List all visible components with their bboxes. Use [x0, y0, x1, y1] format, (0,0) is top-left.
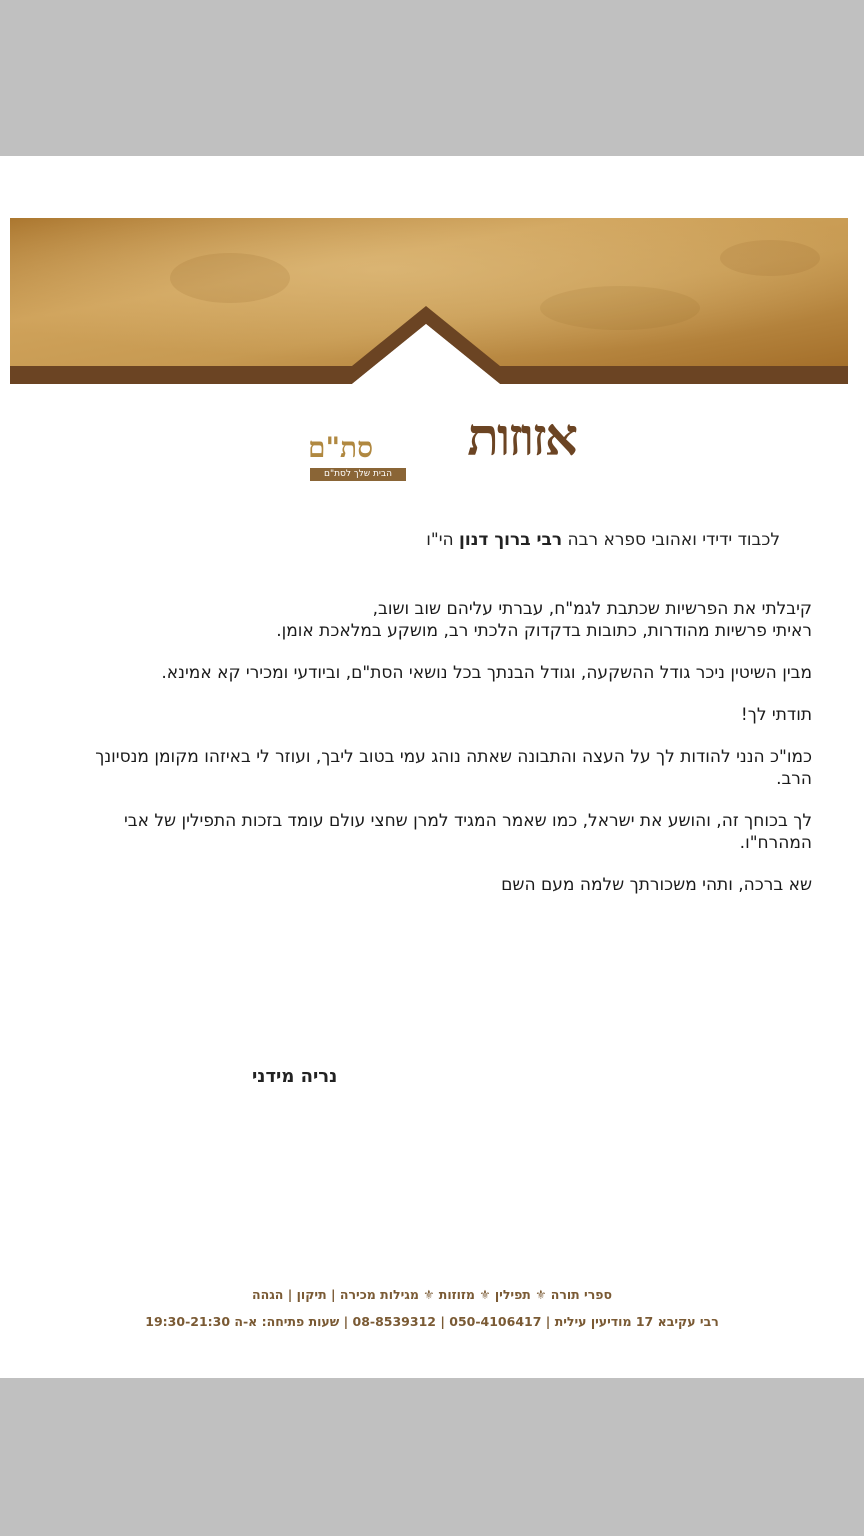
addressee-line — [426, 530, 780, 550]
letter-body — [60, 598, 812, 916]
signature: נריה מידני — [252, 1066, 338, 1087]
footer-contact: רבי עקיבא 17 מודיעין עילית | 050-4106417 | 08-8539312 | שעות פתיחה: א-ה 19:30-21:30 — [145, 1314, 719, 1329]
paragraph-1 — [60, 598, 812, 642]
header-banner — [10, 218, 848, 384]
paragraph-1-line-2: ראיתי פרשיות מהודרות, כתובות בדקדוק הלכתי רב, מושקע במלאכת אומן. — [276, 621, 812, 641]
paragraph-4: כמו"כ הנני להודות לך על העצה והתבונה שאתה נוהג עמי בטוב ליבך, ועוזר לי באיזהו מקומן מנסיונך הרב. — [95, 747, 812, 789]
paragraph-1-line-1: קיבלתי את הפרשיות שכתבת לגמ"ח, עברתי עליהם שוב ושוב, — [372, 599, 812, 619]
addressee-prefix: לכבוד ידידי ואהובי ספרא רבה — [567, 530, 780, 550]
footer-services: ספרי תורה ⚜ תפילין ⚜ מזוזות ⚜ מגילות מכירה | תיקון | הגהה — [252, 1287, 612, 1302]
bottom-gray-bar — [0, 1378, 864, 1536]
letter-page — [0, 156, 864, 1378]
logo-main-text: אזוזות — [467, 407, 576, 468]
logo-sub-text: סת"ם — [308, 431, 374, 464]
addressee-name: רבי ברוך דנון — [459, 530, 563, 550]
top-gray-bar — [0, 0, 864, 156]
paragraph-2: מבין השיטין ניכר גודל ההשקעה, וגודל הבנתך בכל נושאי הסת"ם, וביודעי ומכירי קא אמינא. — [161, 663, 812, 683]
logo-tagline: הבית שלך לסת"ם — [310, 468, 406, 481]
logo — [300, 406, 580, 486]
addressee-suffix: הי"ו — [426, 530, 454, 550]
paragraph-5: לך בכוחך זה, והושע את ישראל, כמו שאמר המגיד למרן שחצי עולם עומד בזכות התפילין של אבי המהרח"ו. — [123, 811, 812, 853]
paragraph-3: תודתי לך! — [740, 705, 812, 725]
paragraph-6: שא ברכה, ותהי משכורתך שלמה מעם השם — [501, 875, 812, 895]
